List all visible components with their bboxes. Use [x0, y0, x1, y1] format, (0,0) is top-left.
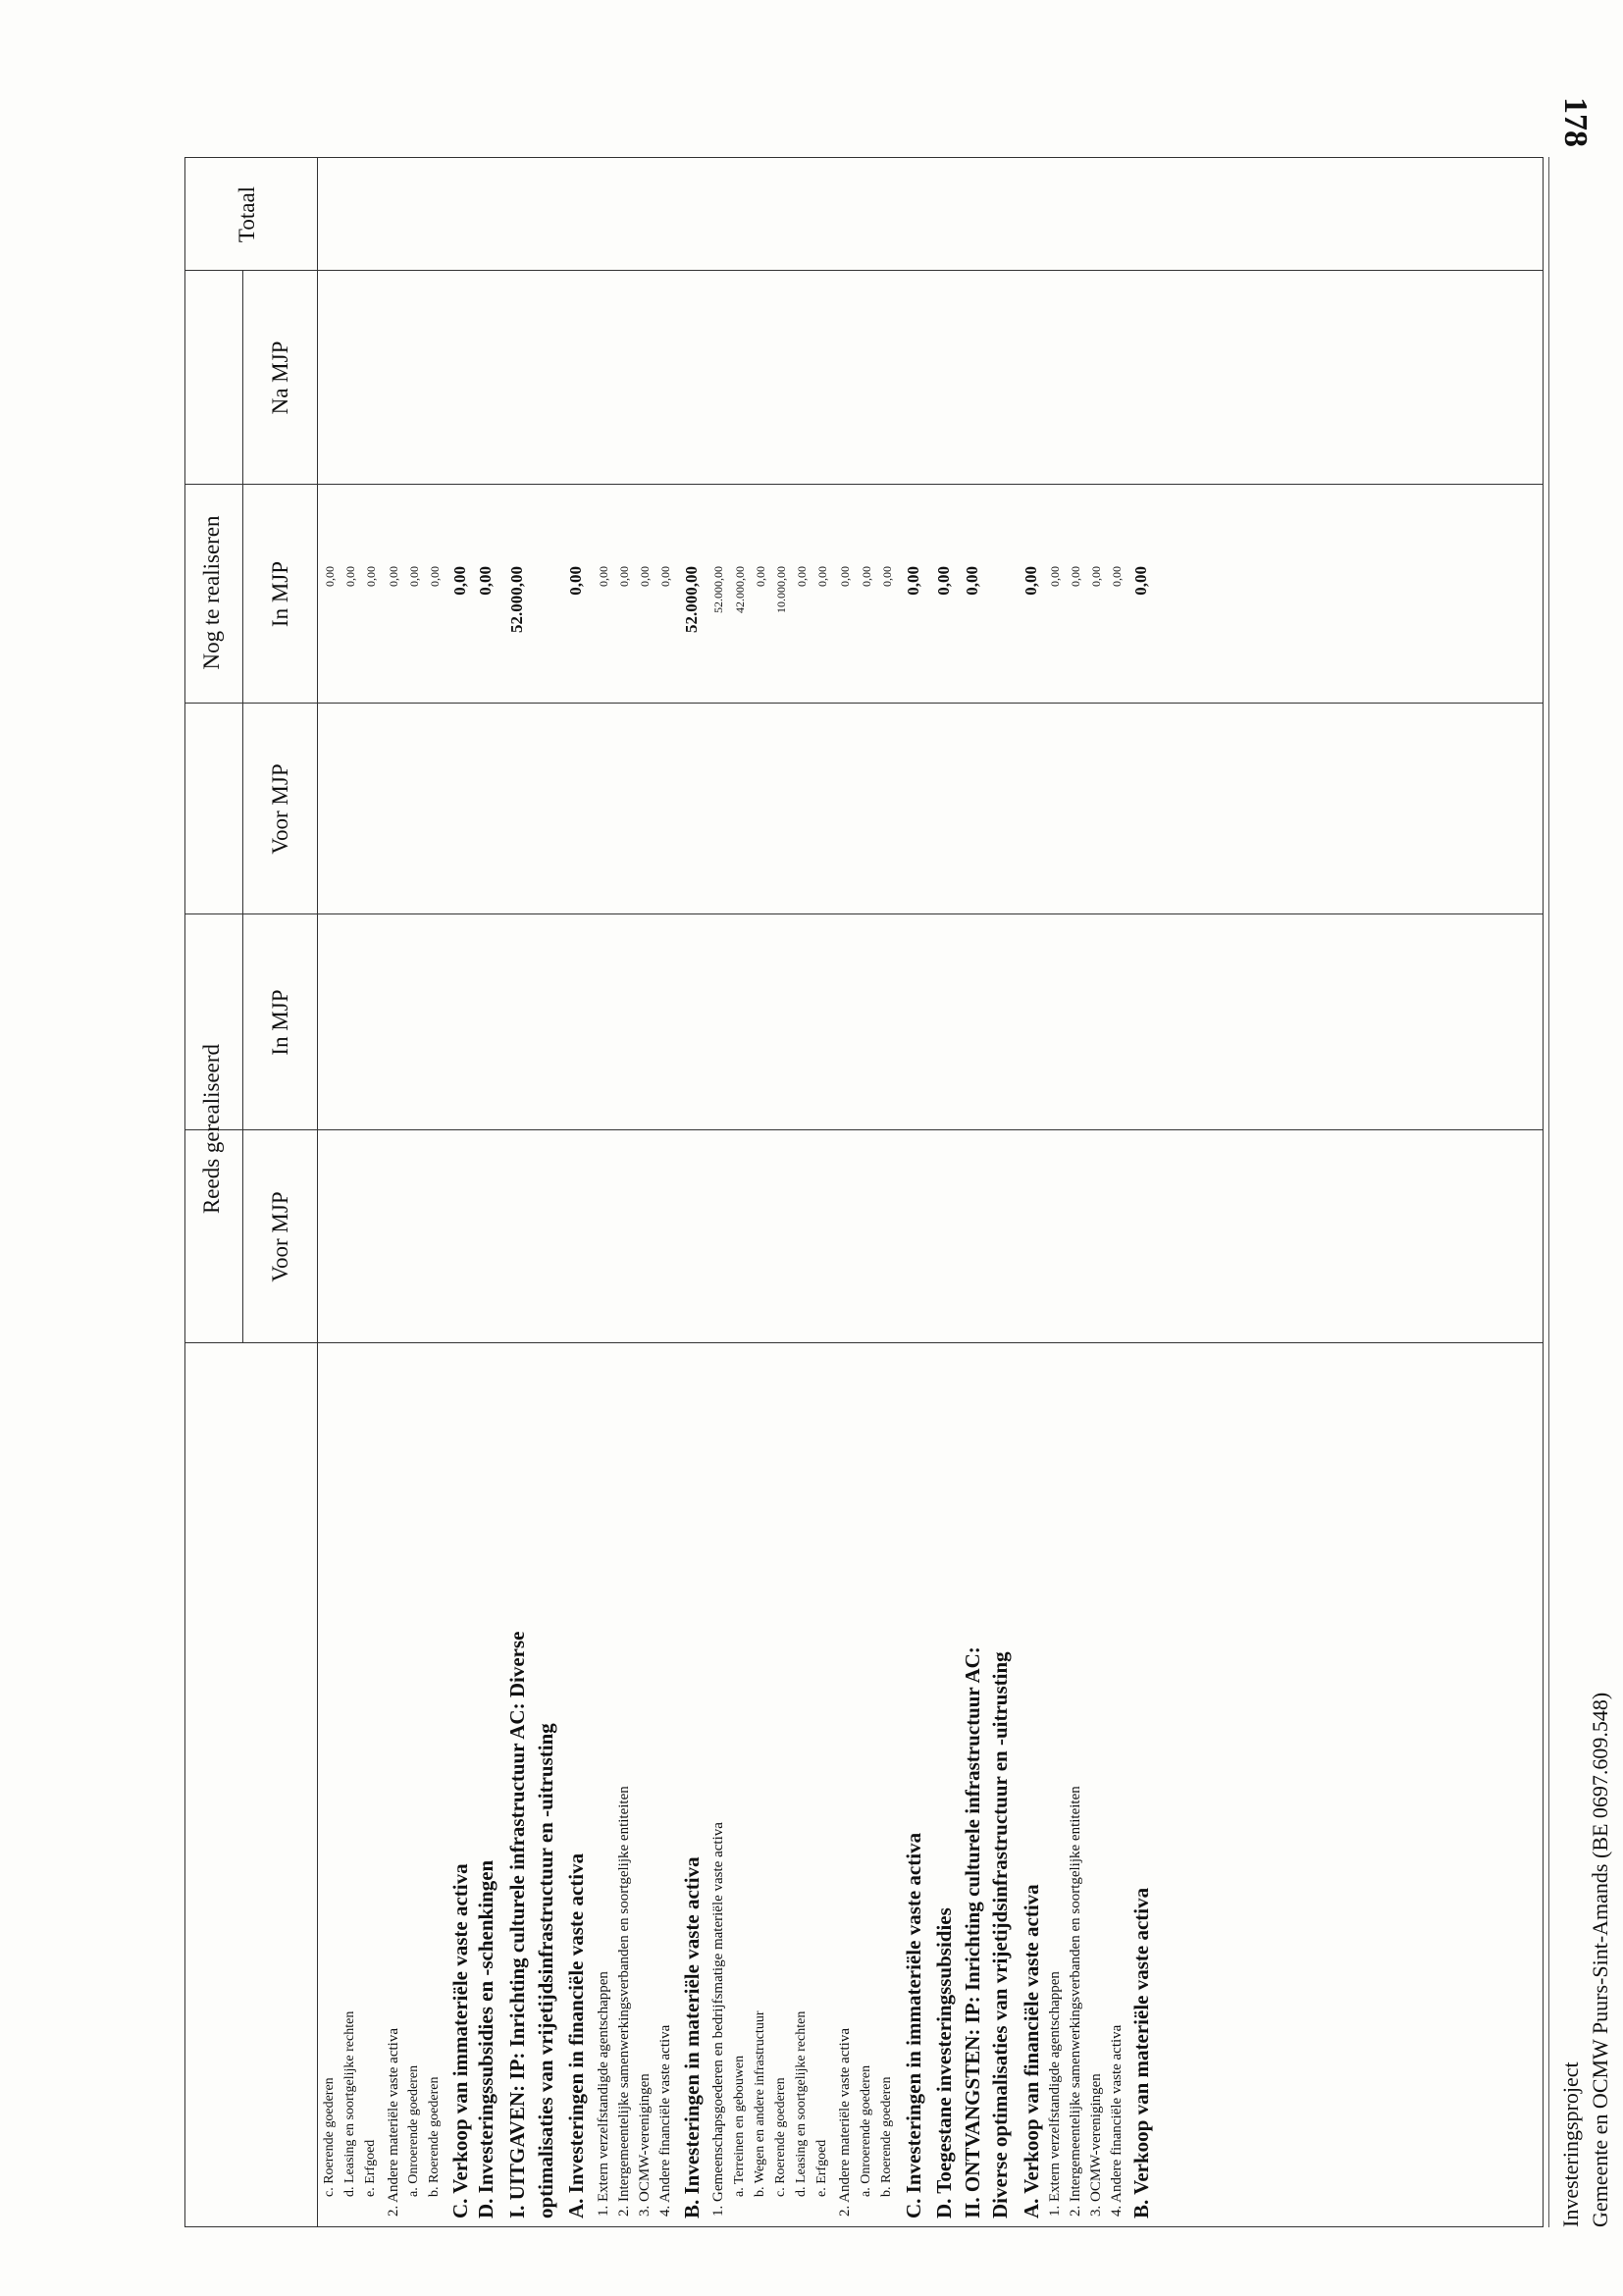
row-value-in-mjp: 0,00 — [880, 566, 894, 587]
row-value-in-mjp: 0,00 — [963, 566, 981, 596]
row-value-in-mjp: 0,00 — [1021, 566, 1040, 596]
row-label: 1. Gemeenschapsgoederen en bedrijfsmatige materiële vaste activa — [710, 1822, 726, 2217]
row-value-in-mjp: 0,00 — [428, 566, 442, 587]
row-value-in-mjp: 0,00 — [566, 566, 585, 596]
row-value-in-mjp: 0,00 — [1110, 566, 1124, 587]
row-label: II. ONTVANGSTEN: IP: Inrichting culturele infrastructuur AC: — [961, 1646, 984, 2218]
row-label: D. Investeringssubsidies en -schenkingen — [474, 1859, 497, 2218]
row-label: c. Roerende goederen — [322, 2077, 337, 2197]
row-label: 1. Extern verzelfstandigde agentschappen — [596, 1971, 611, 2217]
row-label: D. Toegestane investeringssubsidies — [932, 1907, 956, 2218]
row-label: b. Roerende goederen — [879, 2076, 894, 2197]
header-voor-mjp-to-realize: Voor MJP — [268, 763, 292, 855]
row-label: 2. Andere materiële vaste activa — [837, 2028, 853, 2217]
row-label: Diverse optimalisaties van vrijetijdsinfrastructuur en -uitrusting — [988, 1651, 1012, 2218]
row-value-in-mjp: 0,00 — [343, 566, 357, 587]
row-label: 1. Extern verzelfstandigde agentschappen — [1047, 1971, 1063, 2217]
row-value-in-mjp: 0,00 — [904, 566, 922, 596]
row-value-in-mjp: 0,00 — [476, 566, 495, 596]
header-in-mjp-realized: In MJP — [268, 989, 292, 1056]
row-label: C. Verkoop van immateriële vaste activa — [448, 1863, 472, 2218]
row-label: d. Leasing en soortgelijke rechten — [794, 2010, 809, 2197]
row-label: I. UITGAVEN: IP: Inrichting culturele infrastructuur AC: Diverse — [505, 1631, 529, 2218]
row-label: A. Investeringen in financiële vaste activa — [564, 1852, 588, 2218]
header-in-mjp-to-realize: In MJP — [268, 560, 292, 628]
row-value-in-mjp: 0,00 — [658, 566, 672, 587]
row-label: 2. Andere materiële vaste activa — [386, 2028, 401, 2217]
row-value-in-mjp: 0,00 — [1131, 566, 1150, 596]
header-voor-mjp-realized: Voor MJP — [268, 1191, 292, 1282]
header-totaal: Totaal — [235, 185, 259, 243]
header-reeds-gerealiseerd: Reeds gerealiseerd — [199, 1043, 224, 1215]
row-value-in-mjp: 0,00 — [407, 566, 421, 587]
row-label: b. Wegen en andere infrastructuur — [753, 2010, 767, 2197]
row-value-in-mjp: 0,00 — [860, 566, 873, 587]
row-label: 2. Intergemeentelijke samenwerkingsverbanden en soortgelijke entiteiten — [1068, 1786, 1083, 2217]
row-value-in-mjp: 0,00 — [838, 566, 852, 587]
row-value-in-mjp: 0,00 — [387, 566, 400, 587]
row-label: e. Erfgoed — [814, 2139, 829, 2197]
row-label: C. Investeringen in immateriële vaste activa — [902, 1832, 925, 2218]
row-label: optimalisaties van vrijetijdsinfrastructuur en -uitrusting — [534, 1723, 557, 2218]
row-value-in-mjp: 0,00 — [815, 566, 829, 587]
footer-project-label: Investeringsproject — [1558, 2061, 1583, 2227]
footer-organisation: Gemeente en OCMW Puurs-Sint-Amands (BE 0697.609.548) — [1588, 1692, 1612, 2227]
row-label: 4. Andere financiële vaste activa — [657, 2024, 673, 2217]
row-value-in-mjp: 0,00 — [597, 566, 610, 587]
row-label: a. Onroerende goederen — [859, 2064, 873, 2197]
row-label: 3. OCMW-verenigingen — [1088, 2073, 1104, 2217]
row-value-in-mjp: 0,00 — [1069, 566, 1082, 587]
row-value-in-mjp: 0,00 — [934, 566, 953, 596]
row-label: A. Verkoop van financiële vaste activa — [1020, 1884, 1043, 2218]
row-value-in-mjp: 0,00 — [1089, 566, 1103, 587]
row-label: e. Erfgoed — [363, 2139, 378, 2197]
row-label: B. Verkoop van materiële vaste activa — [1129, 1887, 1153, 2218]
investment-table — [184, 157, 1544, 2227]
row-value-in-mjp: 0,00 — [364, 566, 378, 587]
row-value-in-mjp: 52.000,00 — [711, 566, 725, 613]
row-label: 3. OCMW-verenigingen — [637, 2073, 653, 2217]
header-na-mjp: Na MJP — [268, 340, 292, 415]
row-value-in-mjp: 0,00 — [638, 566, 652, 587]
row-value-in-mjp: 0,00 — [795, 566, 809, 587]
row-value-in-mjp: 0,00 — [1048, 566, 1062, 587]
row-label: B. Investeringen in materiële vaste activa — [680, 1856, 704, 2218]
row-value-in-mjp: 0,00 — [323, 566, 337, 587]
row-label: 4. Andere financiële vaste activa — [1109, 2024, 1125, 2217]
row-value-in-mjp: 0,00 — [754, 566, 767, 587]
row-value-in-mjp: 52.000,00 — [507, 566, 526, 633]
row-value-in-mjp: 0,00 — [617, 566, 631, 587]
row-label: c. Roerende goederen — [773, 2077, 788, 2197]
row-value-in-mjp: 42.000,00 — [733, 566, 747, 613]
row-value-in-mjp: 52.000,00 — [682, 566, 701, 633]
row-value-in-mjp: 10.000,00 — [774, 566, 788, 613]
page-number: 178 — [1557, 97, 1594, 147]
row-label: 2. Intergemeentelijke samenwerkingsverbanden en soortgelijke entiteiten — [616, 1786, 632, 2217]
row-value-in-mjp: 0,00 — [450, 566, 469, 596]
row-label: d. Leasing en soortgelijke rechten — [342, 2010, 357, 2197]
row-label: a. Terreinen en gebouwen — [732, 2055, 747, 2197]
row-label: b. Roerende goederen — [427, 2076, 442, 2197]
header-nog-te-realiseren: Nog te realiseren — [199, 515, 224, 670]
row-label: a. Onroerende goederen — [406, 2064, 421, 2197]
